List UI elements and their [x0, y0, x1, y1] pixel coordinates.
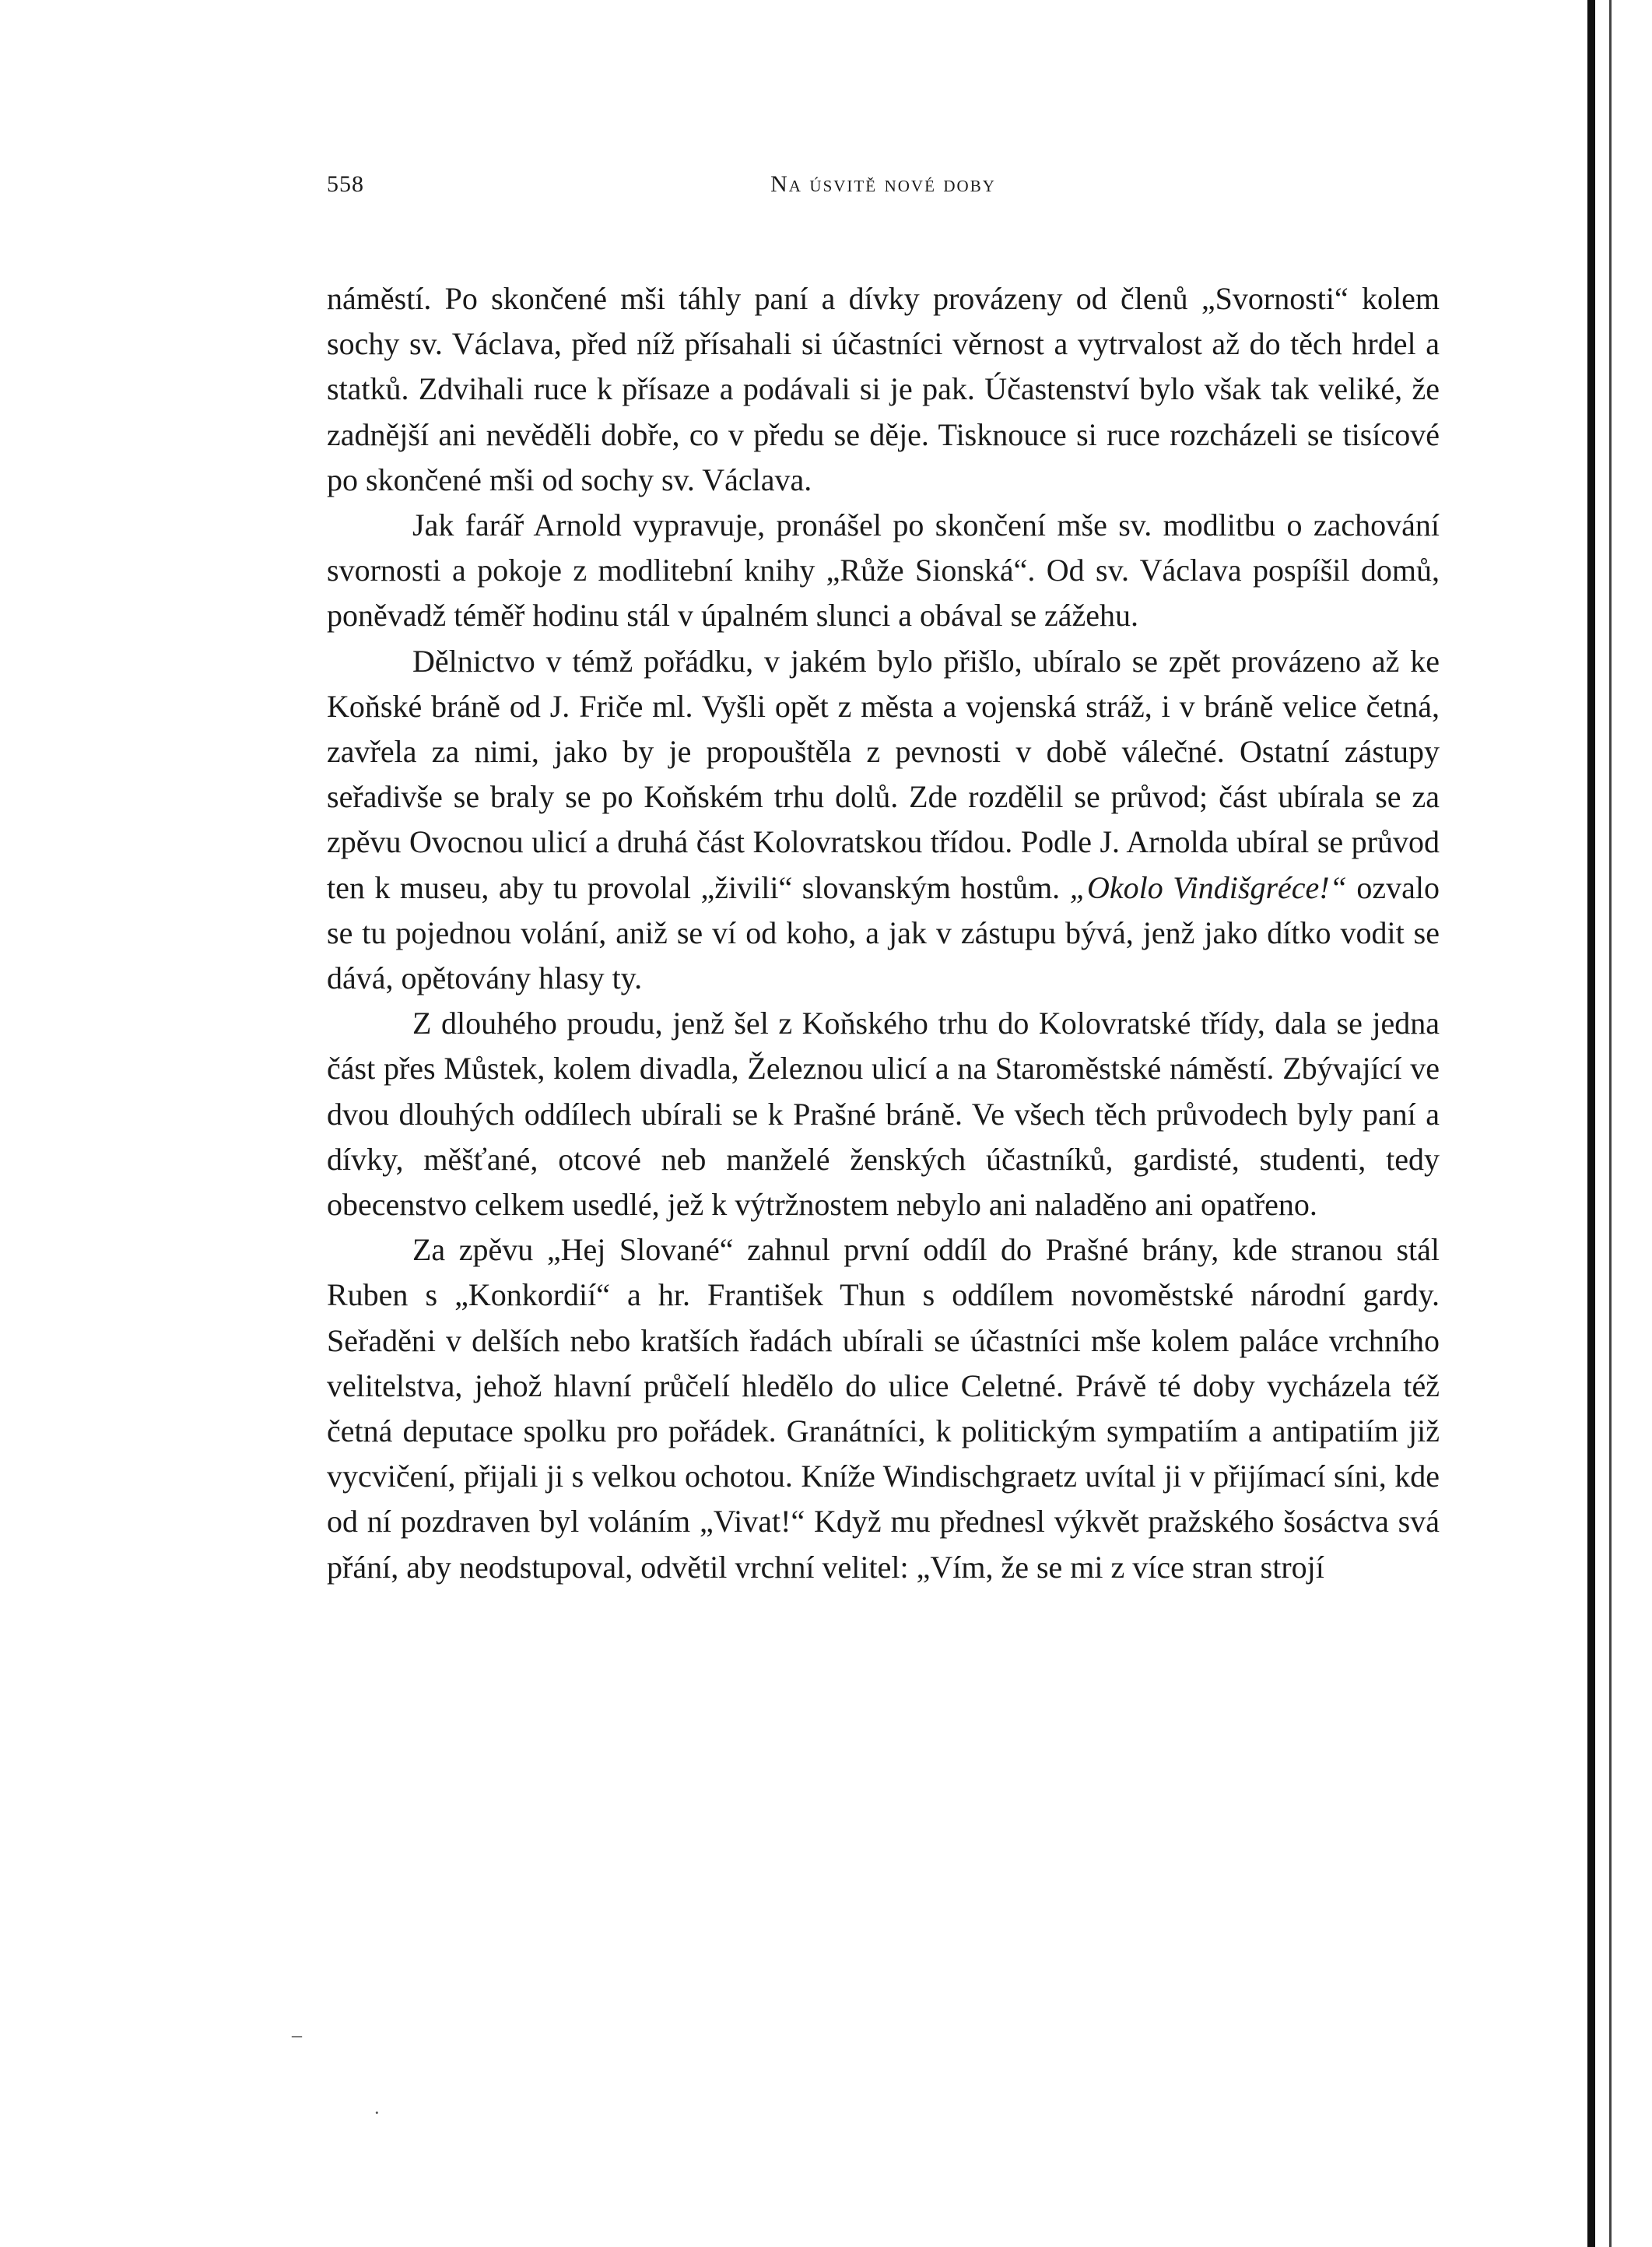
paragraph-4: Z dlouhého proudu, jenž šel z Koňského trhu do Kolovratské třídy, dala se jedna část přes Můstek, kolem divadla, Železnou ulicí a na Staroměstské náměstí. Zbývající ve dvou dlouhých oddílech ubírali se k Prašné bráně. Ve všech těch průvodech byly paní a dívky, měšťané, otcové neb manželé ženských účastníků, gardisté, studenti, tedy obecenstvo celkem usedlé, jež k výtržnostem nebylo ani naladěno ani opatřeno.	[327, 1006, 1440, 1223]
page-number: 558	[327, 171, 364, 197]
paragraph-1: náměstí. Po skončené mši táhly paní a dívky provázeny od členů „Svornosti“ kolem sochy sv. Václava, před níž přísahali si účastníci věrnost a vytrvalost až do těch hrdel a statků. Zdvihali ruce k přísaze a podávali si je pak. Účastenství bylo však tak veliké, že zadnější ani nevěděli dobře, co v předu se děje. Tisknouce si ruce rozcházeli se tisícové po skončené mši od sochy sv. Václava.	[327, 281, 1440, 497]
body-text	[327, 276, 1440, 1590]
running-head	[327, 163, 1440, 210]
paragraph-2: Jak farář Arnold vypravuje, pronášel po skončení mše sv. modlitbu o zachování svornosti a pokoje z modlitební knihy „Růže Sionská“. Od sv. Václava pospíšil domů, poněvadž téměř hodinu stál v úpalném slunci a obával se zážehu.	[327, 507, 1440, 634]
book-page	[327, 163, 1440, 1590]
paragraph-5: Za zpěvu „Hej Slované“ zahnul první oddíl do Prašné brány, kde stranou stál Ruben s „Konkordií“ a hr. František Thun s oddílem novoměstské národní gardy. Seřaděni v delších nebo kratších řadách ubírali se účastníci mše kolem paláce vrchního velitelstva, jehož hlavní průčelí hledělo do ulice Celetné. Právě té doby vycházela též četná deputace spolku pro pořádek. Granátníci, k politickým sympatiím a antipatiím již vycvičení, přijali ji s velkou ochotou. Kníže Windischgraetz uvítal ji v přijímací síni, kde od ní pozdraven byl voláním „Vivat!“ Když mu přednesl výkvět pražského šosáctva svá přání, aby neodstupoval, odvětil vrchní velitel: „Vím, že se mi z více stran strojí	[327, 1232, 1440, 1585]
paragraph-3-italic-cry: „Okolo Vindišgréce!“	[1069, 869, 1347, 905]
scan-speck-mark: ·	[374, 2101, 381, 2124]
scan-page-edge	[1587, 0, 1595, 2247]
scan-page-edge-thin	[1609, 0, 1612, 2247]
paragraph-3-part-a: Dělnictvo v témž pořádku, v jakém bylo přišlo, ubíralo se zpět provázeno až ke Koňské bráně od J. Friče ml. Vyšli opět z města a vojenská stráž, i v bráně velice četná, zavřela za nimi, jako by je propouštěla z pevnosti v době válečné. Ostatní zástupy seřadivše se braly se po Koňském trhu dolů. Zde rozdělil se průvod; část ubírala se za zpěvu Ovocnou ulicí a druhá část Kolovratskou třídou. Podle J. Arnolda ubíral se průvod ten k museu, aby tu provolal „živili“ slovanským hostům.	[327, 643, 1440, 905]
paragraph-3-part-b: ozvalo se tu pojednou volání, aniž se ví od koho, a jak v zástupu bývá, jenž jako dítko vodit se dává, opětovány hlasy ty.	[327, 869, 1440, 996]
running-title: Na úsvitě nové doby	[770, 171, 996, 197]
scan-speck-mark: –	[292, 2024, 302, 2046]
paragraph-3	[327, 639, 1440, 1002]
